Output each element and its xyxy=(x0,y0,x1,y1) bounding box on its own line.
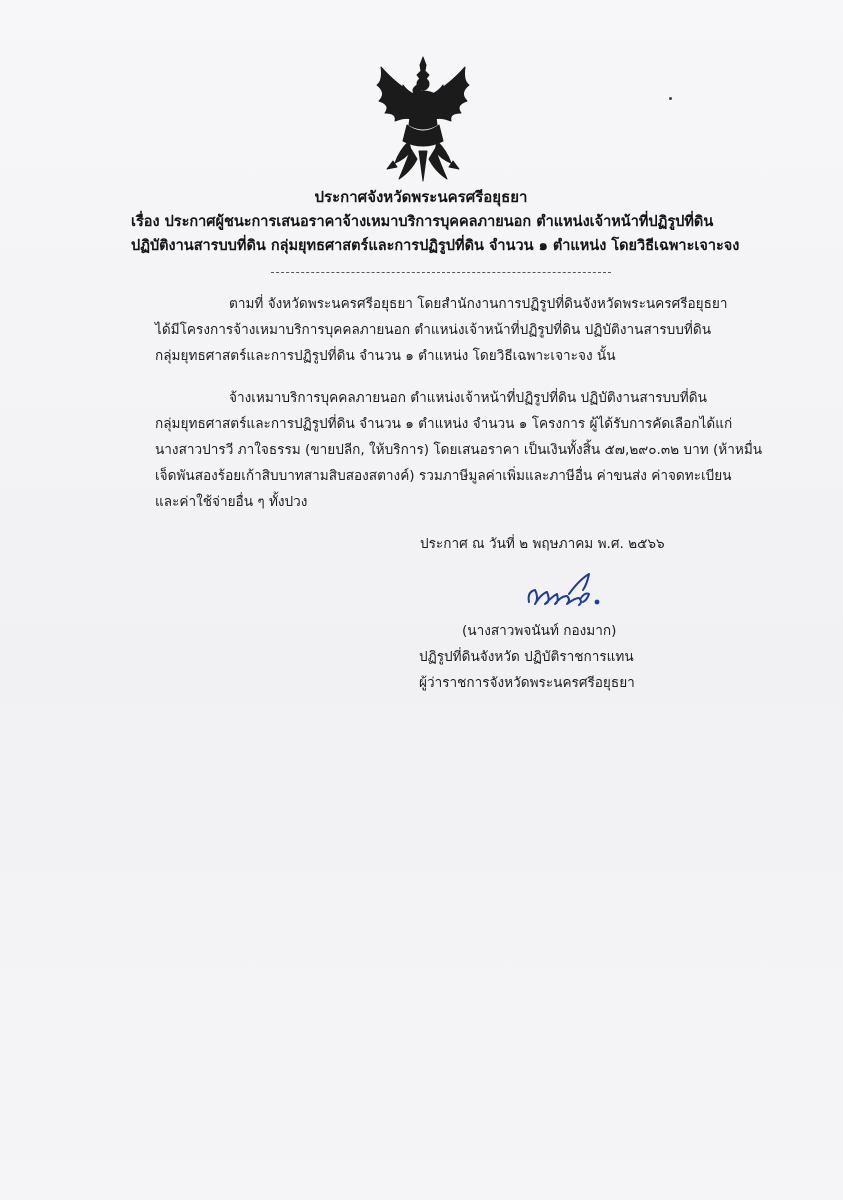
signatory-position-1: ปฏิรูปที่ดินจังหวัด ปฏิบัติราชการแทน xyxy=(419,649,634,665)
paragraph1-line: กลุ่มยุทธศาสตร์และการปฏิรูปที่ดิน จำนวน ๑ ตำแหน่ง โดยวิธีเฉพาะเจาะจง นั้น xyxy=(155,348,616,364)
divider-rule xyxy=(271,272,611,273)
garuda-emblem-icon xyxy=(371,55,475,183)
scan-speck xyxy=(669,97,672,100)
announcement-date: ประกาศ ณ วันที่ ๒ พฤษภาคม พ.ศ. ๒๕๖๖ xyxy=(420,536,665,552)
handwritten-signature xyxy=(523,568,613,616)
paragraph2-line: เจ็ดพันสองร้อยเก้าสิบบาทสามสิบสองสตางค์) รวมภาษีมูลค่าเพิ่มและภาษีอื่น ค่าขนส่ง ค่าจดทะเบียน xyxy=(155,468,732,484)
paragraph2-line: นางสาวปารวี ภาใจธรรม (ขายปลีก, ให้บริการ) โดยเสนอราคา เป็นเงินทั้งสิ้น ๕๗,๒๙๐.๓๒ บาท (ห้าหมื่น xyxy=(155,442,763,458)
subject-line-1: เรื่อง ประกาศผู้ชนะการเสนอราคาจ้างเหมาบริการบุคคลภายนอก ตำแหน่งเจ้าหน้าที่ปฏิรูปที่ดิน xyxy=(131,214,714,230)
announcement-title: ประกาศจังหวัดพระนครศรีอยุธยา xyxy=(314,188,528,206)
subject-line-2: ปฏิบัติงานสารบบที่ดิน กลุ่มยุทธศาสตร์และการปฏิรูปที่ดิน จำนวน ๑ ตำแหน่ง โดยวิธีเฉพาะเจาะจง xyxy=(131,238,740,254)
paragraph1-line: ตามที่ จังหวัดพระนครศรีอยุธยา โดยสำนักงานการปฏิรูปที่ดินจังหวัดพระนครศรีอยุธยา xyxy=(229,296,728,312)
signatory-name: (นางสาวพจนันท์ กองมาก) xyxy=(462,623,617,639)
paragraph2-line: และค่าใช้จ่ายอื่น ๆ ทั้งปวง xyxy=(155,494,308,510)
paragraph2-line: กลุ่มยุทธศาสตร์และการปฏิรูปที่ดิน จำนวน ๑ ตำแหน่ง จำนวน ๑ โครงการ ผู้ได้รับการคัดเลือกได้แก่ xyxy=(155,416,733,432)
paragraph2-line: จ้างเหมาบริการบุคคลภายนอก ตำแหน่งเจ้าหน้าที่ปฏิรูปที่ดิน ปฏิบัติงานสารบบที่ดิน xyxy=(229,390,707,406)
signatory-position-2: ผู้ว่าราชการจังหวัดพระนครศรีอยุธยา xyxy=(419,675,635,691)
paragraph1-line: ได้มีโครงการจ้างเหมาบริการบุคคลภายนอก ตำแหน่งเจ้าหน้าที่ปฏิรูปที่ดิน ปฏิบัติงานสารบบที่ดิน xyxy=(155,322,712,338)
